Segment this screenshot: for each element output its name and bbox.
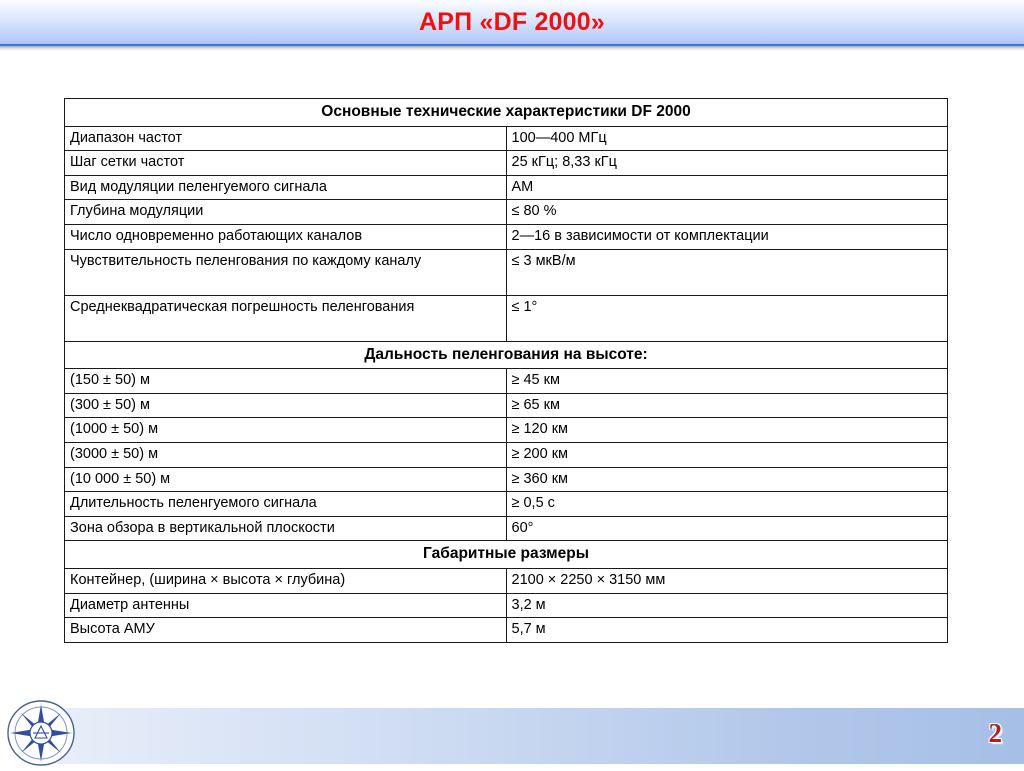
table-cell-parameter: Шаг сетки частот bbox=[65, 151, 507, 176]
table-cell-parameter: Зона обзора в вертикальной плоскости bbox=[65, 516, 507, 541]
table-section-row bbox=[65, 541, 948, 569]
page-title: АРП «DF 2000» bbox=[419, 8, 605, 36]
table-row bbox=[65, 443, 948, 468]
table-cell-parameter: Число одновременно работающих каналов bbox=[65, 225, 507, 250]
table-cell-parameter: Длительность пеленгуемого сигнала bbox=[65, 492, 507, 517]
table-row bbox=[65, 418, 948, 443]
table-cell-value: 2100 × 2250 × 3150 мм bbox=[506, 569, 948, 594]
table-title-cell: Основные технические характеристики DF 2000 bbox=[65, 99, 948, 127]
table-row bbox=[65, 492, 948, 517]
table-cell-value: 60° bbox=[506, 516, 948, 541]
table-cell-parameter: Чувствительность пеленгования по каждому каналу bbox=[65, 249, 507, 295]
table-cell-value: 2—16 в зависимости от комплектации bbox=[506, 225, 948, 250]
table-cell-value: ≤ 3 мкВ/м bbox=[506, 249, 948, 295]
table-cell-value: ≥ 200 км bbox=[506, 443, 948, 468]
table-section-label: Дальность пеленгования на высоте: bbox=[65, 341, 948, 369]
table-row bbox=[65, 569, 948, 594]
table-cell-value: ≥ 0,5 с bbox=[506, 492, 948, 517]
slide-footer-band bbox=[58, 708, 1024, 764]
specifications-table-body bbox=[65, 99, 948, 643]
table-row bbox=[65, 467, 948, 492]
table-cell-parameter: (150 ± 50) м bbox=[65, 369, 507, 394]
table-cell-parameter: Высота АМУ bbox=[65, 618, 507, 643]
table-cell-parameter: Среднеквадратическая погрешность пеленгования bbox=[65, 295, 507, 341]
table-row bbox=[65, 175, 948, 200]
table-cell-value: ≥ 360 км bbox=[506, 467, 948, 492]
table-cell-value: ≥ 45 км bbox=[506, 369, 948, 394]
table-cell-parameter: (3000 ± 50) м bbox=[65, 443, 507, 468]
header-drop-shadow bbox=[0, 46, 1024, 51]
table-row bbox=[65, 393, 948, 418]
table-cell-value: ≥ 120 км bbox=[506, 418, 948, 443]
table-section-row bbox=[65, 341, 948, 369]
table-cell-parameter: Диаметр антенны bbox=[65, 593, 507, 618]
table-cell-value: ≤ 1° bbox=[506, 295, 948, 341]
table-row bbox=[65, 200, 948, 225]
table-cell-parameter: Глубина модуляции bbox=[65, 200, 507, 225]
table-cell-value: 100—400 МГц bbox=[506, 126, 948, 151]
table-row bbox=[65, 369, 948, 394]
table-cell-value: ≤ 80 % bbox=[506, 200, 948, 225]
table-row bbox=[65, 126, 948, 151]
table-row bbox=[65, 593, 948, 618]
table-cell-value: 5,7 м bbox=[506, 618, 948, 643]
table-row bbox=[65, 618, 948, 643]
compass-rose-logo bbox=[4, 700, 78, 766]
table-cell-value: 3,2 м bbox=[506, 593, 948, 618]
table-cell-value: 25 кГц; 8,33 кГц bbox=[506, 151, 948, 176]
table-row bbox=[65, 295, 948, 341]
table-cell-parameter: (300 ± 50) м bbox=[65, 393, 507, 418]
table-row bbox=[65, 151, 948, 176]
table-section-label: Габаритные размеры bbox=[65, 541, 948, 569]
table-cell-parameter: (10 000 ± 50) м bbox=[65, 467, 507, 492]
slide-header-band bbox=[0, 0, 1024, 46]
specifications-table bbox=[64, 98, 948, 643]
table-cell-value: ≥ 65 км bbox=[506, 393, 948, 418]
table-row bbox=[65, 225, 948, 250]
page-number: 2 bbox=[988, 718, 1002, 748]
table-row bbox=[65, 249, 948, 295]
table-title-row bbox=[65, 99, 948, 127]
table-cell-parameter: (1000 ± 50) м bbox=[65, 418, 507, 443]
table-cell-parameter: Вид модуляции пеленгуемого сигнала bbox=[65, 175, 507, 200]
table-cell-parameter: Контейнер, (ширина × высота × глубина) bbox=[65, 569, 507, 594]
table-cell-parameter: Диапазон частот bbox=[65, 126, 507, 151]
table-row bbox=[65, 516, 948, 541]
table-cell-value: АМ bbox=[506, 175, 948, 200]
